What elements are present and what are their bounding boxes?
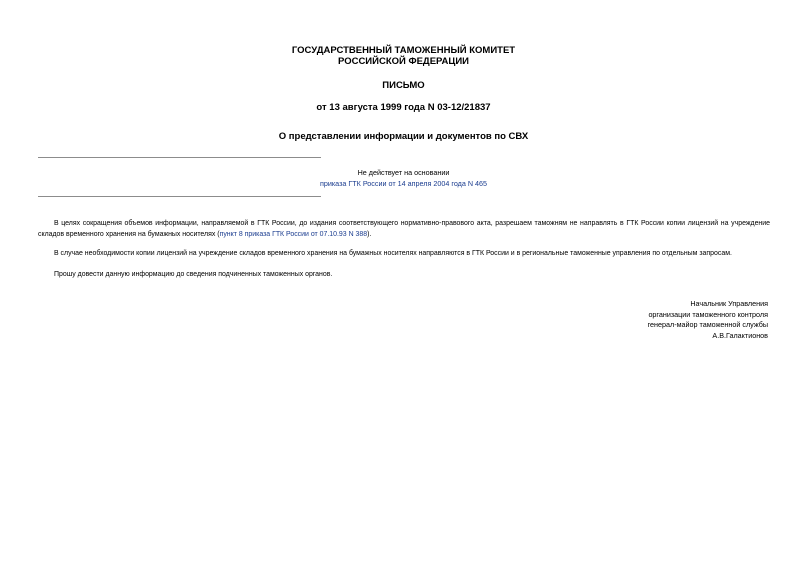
divider-bottom [38,196,321,197]
org-title-line1: ГОСУДАРСТВЕННЫЙ ТАМОЖЕННЫЙ КОМИТЕТ [291,45,516,56]
paragraph-2: В случае необходимости копии лицензий на учреждение складов временного хранения на бумажных носителях направляются в ГТК России и в региональные таможенные управления по отдельным запросам. [54,250,732,257]
status-note: Не действует на основании [357,168,450,177]
paragraph-1 [38,218,770,240]
signature-block [648,299,768,341]
paragraph-3: Прошу довести данную информацию до сведения подчиненных таможенных органов. [54,271,333,278]
signature-position: Начальник Управления [690,299,768,308]
paragraph-1-text: В целях сокращения объемов информации, направляемой в ГТК России, до издания соответствующего нормативно-правового акта, разрешаем таможням не направлять в ГТК России копии лицензий на учреждение складов временного хранения на бумажных носителях ( [38,220,770,238]
paragraph-1-link[interactable]: пункт 8 приказа ГТК России от 07.10.93 N 388 [219,231,368,238]
divider-top [38,157,321,158]
signature-department: организации таможенного контроля [648,309,768,319]
signature-name: А.В.Галактионов [712,330,768,340]
status-note-line2 [0,179,807,189]
paragraph-1-end: ). [367,231,372,238]
signature-rank: генерал-майор таможенной службы [647,320,768,330]
status-link[interactable]: приказа ГТК России от 14 апреля 2004 года N 465 [319,179,488,188]
document-date-number: от 13 августа 1999 года N 03-12/21837 [316,102,491,113]
org-title-line2: РОССИЙСКОЙ ФЕДЕРАЦИИ [337,56,469,67]
document-type: ПИСЬМО [382,80,425,91]
document-subject: О представлении информации и документов по СВХ [278,131,529,142]
